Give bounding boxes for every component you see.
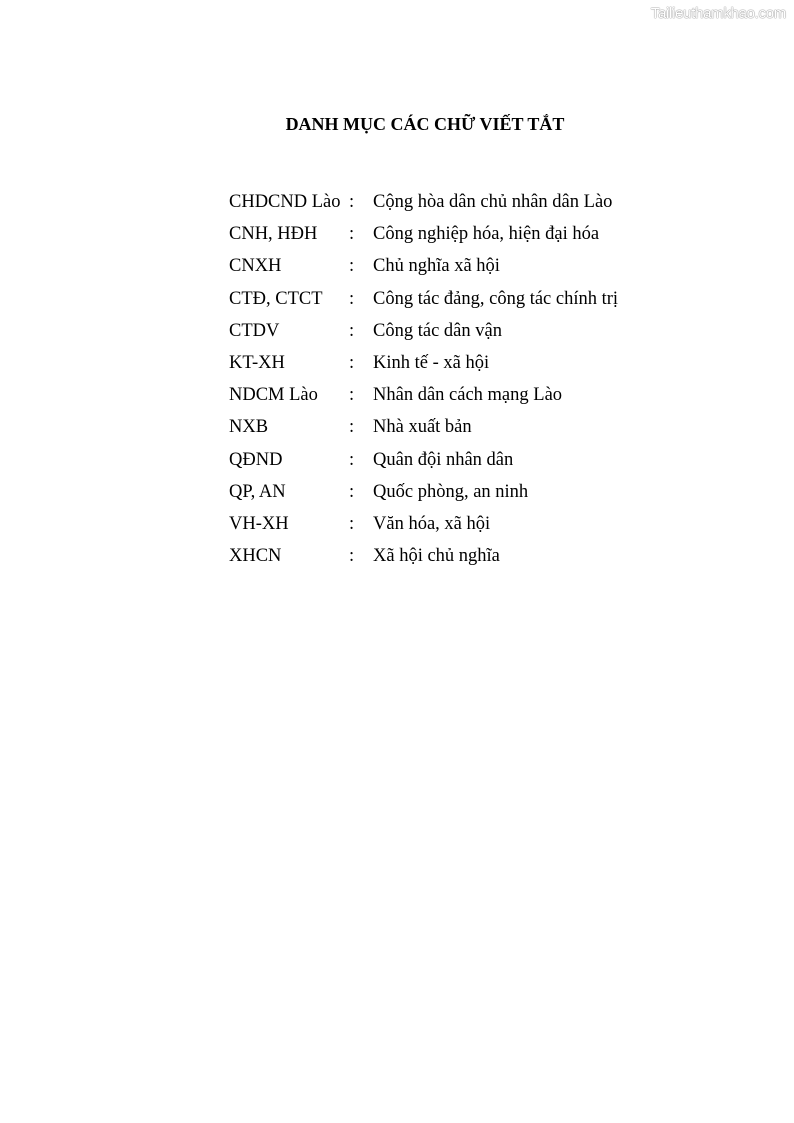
abbreviation: CNH, HĐH: [229, 224, 318, 245]
abbreviation: KT-XH: [229, 352, 285, 373]
separator: :: [349, 352, 355, 373]
abbreviation: CNXH: [229, 256, 282, 277]
separator: :: [349, 192, 355, 212]
abbreviation-meaning: Xã hội chủ nghĩa: [373, 546, 500, 567]
abbreviation: CTDV: [229, 320, 280, 341]
abbreviation: CHDCND Lào: [229, 192, 341, 212]
abbreviation-meaning: Công tác dân vận: [373, 320, 502, 341]
abbreviation-meaning: Cộng hòa dân chủ nhân dân Lào: [373, 192, 613, 212]
abbreviation: CTĐ, CTCT: [229, 288, 323, 309]
abbreviation-meaning: Kinh tế - xã hội: [373, 352, 490, 373]
abbreviation: NXB: [229, 417, 269, 438]
separator: :: [349, 546, 355, 567]
abbreviation-meaning: Nhà xuất bản: [373, 417, 472, 438]
separator: :: [349, 481, 355, 502]
separator: :: [349, 513, 355, 534]
abbreviation-meaning: Quân đội nhân dân: [373, 449, 514, 470]
abbreviation-meaning: Công nghiệp hóa, hiện đại hóa: [373, 224, 600, 245]
abbreviation: VH-XH: [229, 513, 289, 534]
separator: :: [349, 385, 355, 406]
separator: :: [349, 320, 355, 341]
abbreviation-meaning: Công tác đảng, công tác chính trị: [373, 288, 619, 309]
abbreviation: QĐND: [229, 449, 283, 470]
abbreviation: QP, AN: [229, 481, 286, 502]
separator: :: [349, 288, 355, 309]
abbreviation-meaning: Nhân dân cách mạng Lào: [373, 385, 563, 406]
abbreviation: NDCM Lào: [229, 385, 318, 406]
separator: :: [349, 449, 355, 470]
separator: :: [349, 417, 355, 438]
abbreviation: XHCN: [229, 546, 282, 567]
abbreviation-meaning: Chủ nghĩa xã hội: [373, 256, 500, 277]
separator: :: [349, 224, 355, 245]
page-title: DANH MỤC CÁC CHỮ VIẾT TẮT: [285, 114, 565, 134]
abbreviation-meaning: Quốc phòng, an ninh: [373, 481, 529, 502]
watermark: Tailieuthamkhao.com: [650, 5, 786, 22]
abbreviation-meaning: Văn hóa, xã hội: [373, 513, 491, 534]
separator: :: [349, 256, 355, 277]
